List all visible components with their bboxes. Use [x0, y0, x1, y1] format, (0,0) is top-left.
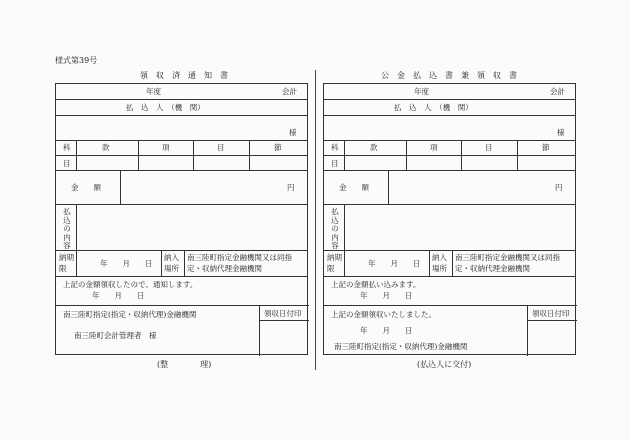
notice-text: 上記の金額領収したので、通知します。: [63, 280, 198, 289]
col-line: [76, 250, 77, 276]
place-label-2: 場所: [432, 264, 447, 273]
sama-label: 様: [557, 128, 565, 137]
row-line: [56, 250, 307, 251]
row-line: [324, 140, 575, 141]
row-line: [56, 155, 307, 156]
content-char: 内: [63, 232, 71, 242]
category-label-2: 目: [63, 159, 71, 168]
col-line: [120, 170, 121, 204]
kan-label: 款: [370, 143, 378, 152]
left-footer: (整 理): [157, 360, 212, 369]
col-line: [76, 140, 77, 170]
form-number: 様式第39号: [55, 56, 98, 65]
deadline-label-2: 限: [59, 264, 67, 273]
place-text-2: 定・収納代理金融機関: [455, 264, 530, 273]
received-date: 年 月 日: [360, 326, 413, 335]
center-divider: [315, 70, 316, 370]
row-line: [324, 115, 575, 116]
category-label-2: 目: [331, 159, 339, 168]
content-char: の: [331, 224, 339, 234]
manager-text: 南三陸町会計管理者 様: [74, 331, 157, 340]
content-char: 容: [63, 241, 71, 251]
row-line: [324, 155, 575, 156]
stamp-box: [259, 305, 309, 356]
row-line: [56, 276, 307, 277]
col-line: [429, 250, 430, 276]
content-char: の: [63, 224, 71, 234]
place-text-2: 定・収納代理金融機関: [187, 264, 262, 273]
col-line: [344, 140, 345, 170]
content-label: [330, 208, 340, 251]
content-char: 込: [63, 215, 71, 225]
place-label-2: 場所: [164, 264, 179, 273]
content-char: 払: [331, 207, 339, 216]
row-line: [56, 140, 307, 141]
content-char: 容: [331, 241, 339, 251]
content-label: [62, 208, 72, 251]
category-label-1: 科: [331, 143, 339, 152]
place-text-1: 南三陸町指定金融機関又は同指: [187, 253, 292, 262]
deadline-date: 年 月 日: [368, 259, 421, 268]
col-line: [452, 250, 453, 276]
left-form: [55, 83, 308, 355]
row-line: [324, 250, 575, 251]
deadline-label-2: 限: [327, 264, 335, 273]
place-label-1: 納入: [164, 253, 179, 262]
row-line: [324, 276, 575, 277]
col-line: [406, 140, 407, 170]
setsu-label: 節: [542, 143, 550, 152]
row-line: [56, 115, 307, 116]
moku-label: 目: [217, 143, 225, 152]
row-line: [528, 320, 577, 321]
col-line: [161, 250, 162, 276]
place-text-1: 南三陸町指定金融機関又は同指: [455, 253, 560, 262]
pay-date: 年 月 日: [360, 291, 413, 300]
content-char: 払: [63, 207, 71, 216]
stamp-box: [527, 305, 577, 356]
right-form: [323, 83, 576, 355]
col-line: [517, 140, 518, 170]
amount-label: 金 額: [339, 183, 369, 192]
row-line: [324, 204, 575, 205]
row-line: [56, 170, 307, 171]
amount-label: 金 額: [71, 183, 101, 192]
kan-label: 款: [102, 143, 110, 152]
content-char: 込: [331, 215, 339, 225]
deadline-label-1: 納期: [59, 253, 74, 262]
year-label: 年度: [414, 87, 429, 96]
stamp-label: 領収日付印: [532, 309, 570, 318]
pay-text: 上記の金額払い込みます。: [331, 280, 421, 289]
row-line: [56, 99, 307, 100]
institution-text: 南三陸町指定(指定・収納代理)金融機関: [334, 342, 468, 351]
stamp-label: 領収日付印: [264, 309, 302, 318]
account-label: 会計: [550, 87, 565, 96]
received-text: 上記の金額領収いたしました。: [331, 310, 436, 319]
col-line: [193, 140, 194, 170]
place-label-1: 納入: [432, 253, 447, 262]
payer-label: 払 込 人 （機 関）: [394, 103, 473, 112]
category-label-1: 科: [63, 143, 71, 152]
row-line: [56, 204, 307, 205]
moku-label: 目: [485, 143, 493, 152]
deadline-label-1: 納期: [327, 253, 342, 262]
setsu-label: 節: [274, 143, 282, 152]
right-title: 公 金 払 込 書 兼 領 収 書: [381, 71, 517, 80]
col-line: [344, 204, 345, 250]
yen-label: 円: [555, 183, 563, 192]
col-line: [388, 170, 389, 204]
year-label: 年度: [146, 87, 161, 96]
content-char: 内: [331, 232, 339, 242]
col-line: [249, 140, 250, 170]
kou-label: 項: [430, 143, 438, 152]
row-line: [324, 170, 575, 171]
row-line: [324, 99, 575, 100]
payer-label: 払 込 人 （機 関）: [126, 103, 205, 112]
deadline-date: 年 月 日: [100, 259, 153, 268]
sama-label: 様: [289, 128, 297, 137]
col-line: [461, 140, 462, 170]
col-line: [76, 204, 77, 250]
col-line: [138, 140, 139, 170]
yen-label: 円: [287, 183, 295, 192]
kou-label: 項: [162, 143, 170, 152]
notice-date: 年 月 日: [92, 291, 145, 300]
col-line: [184, 250, 185, 276]
left-title: 領 収 済 通 知 書: [140, 71, 228, 80]
right-footer: (払込人に交付): [417, 360, 472, 369]
account-label: 会計: [282, 87, 297, 96]
col-line: [344, 250, 345, 276]
row-line: [260, 320, 309, 321]
institution-text: 南三陸町指定(指定・収納代理)金融機関: [63, 310, 197, 319]
